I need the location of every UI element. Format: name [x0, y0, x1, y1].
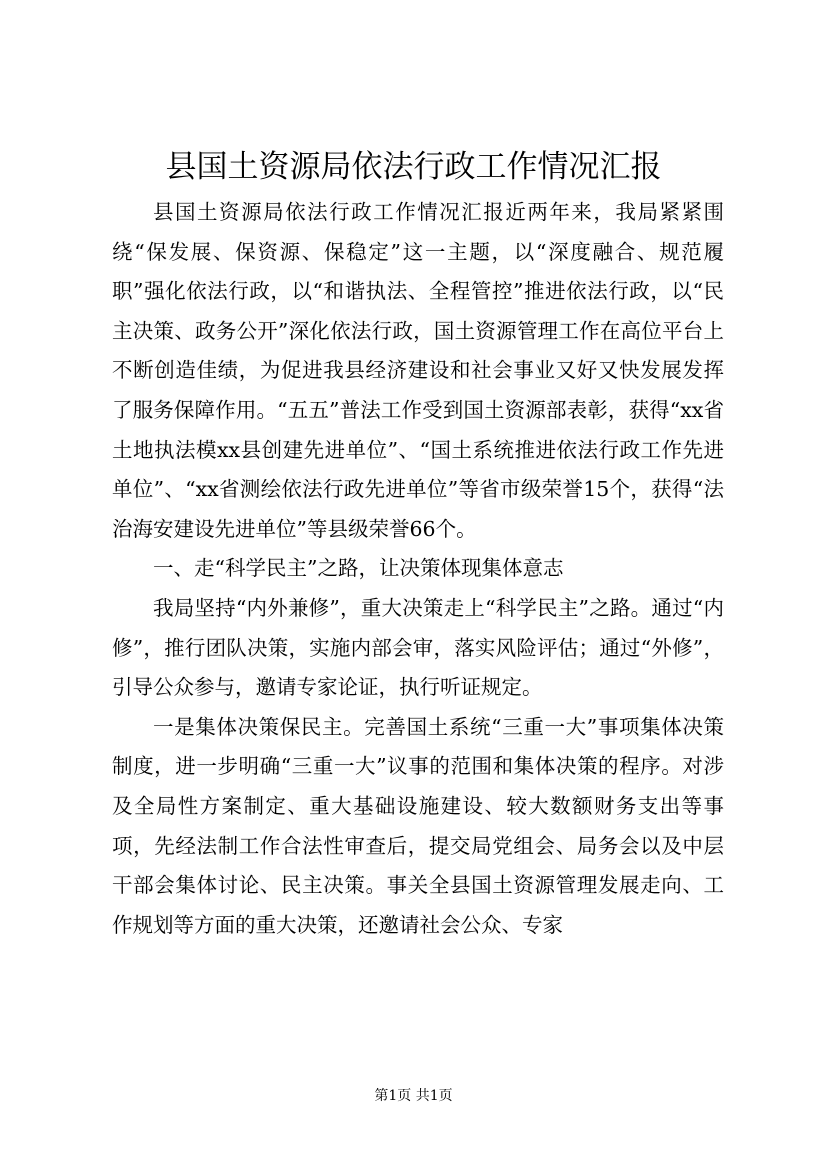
page-footer: 第1页 共1页: [374, 1088, 453, 1104]
section-heading-1: 一、走“科学民主”之路，让决策体现集体意志: [153, 556, 564, 581]
paragraph-section-1: 我局坚持“内外兼修”，重大决策走上“科学民主”之路。通过“内修”，推行团队决策，实施内部会审，落实风险评估；通过“外修”，引导公众参与，邀请专家论证，执行听证规定。: [112, 595, 724, 700]
paragraph-collective-decision: 一是集体决策保民主。完善国土系统“三重一大”事项集体决策制度，进一步明确“三重一大”议事的范围和集体决策的程序。对涉及全局性方案制定、重大基础设施建设、较大数额财务支出等事项，先经法制工作合法性审查后，提交局党组会、局务会以及中层干部会集体讨论、民主决策。事关全县国土资源管理发展走向、工作规划等方面的重大决策，还邀请社会公众、专家: [112, 714, 724, 937]
document-body: [112, 193, 724, 945]
paragraph-intro: 县国土资源局依法行政工作情况汇报近两年来，我局紧紧围绕“保发展、保资源、保稳定”这一主题，以“深度融合、规范履职”强化依法行政，以“和谐执法、全程管控”推进依法行政，以“民主决策、政务公开”深化依法行政，国土资源管理工作在高位平台上不断创造佳绩，为促进我县经济建设和社会事业又好又快发展发挥了服务保障作用。“五五”普法工作受到国土资源部表彰，获得“xx省土地执法模xx县创建先进单位”、“国土系统推进依法行政工作先进单位”、“xx省测绘依法行政先进单位”等省市级荣誉15个，获得“法治海安建设先进单位”等县级荣誉66个。: [112, 200, 724, 541]
document-title: 县国土资源局依法行政工作情况汇报: [165, 149, 662, 185]
